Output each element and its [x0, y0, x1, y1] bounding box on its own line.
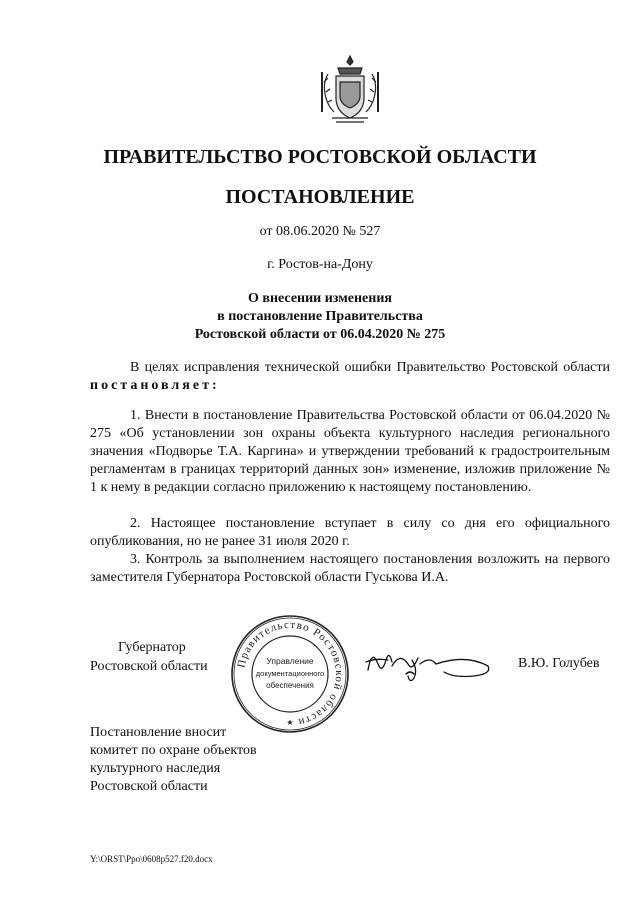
stamp-icon [228, 612, 352, 736]
submitted-by [90, 724, 257, 796]
handwritten-signature-icon [362, 640, 492, 684]
submitted-line: Ростовской области [90, 779, 208, 794]
document-subject [0, 290, 640, 344]
stamp-inner-line: документационного [255, 669, 325, 678]
signatory-position [90, 638, 208, 676]
signatory-name: В.Ю. Голубев [518, 656, 600, 671]
item-1: 1. Внести в постановление Правительства Ростовской области от 06.04.2020 № 275 «Об установлении зон охраны объекта культурного наследия регионального значения «Подворье Т.А. Каргина» и утверждении требований к градостроительным регламентам в границах территорий данных зон» изменение, изложив приложение № 1 к нему в редакции согласно приложению к настоящему постановлению. [90, 408, 610, 495]
government-title: ПРАВИТЕЛЬСТВО РОСТОВСКОЙ ОБЛАСТИ [103, 146, 537, 168]
position-line: Губернатор [118, 640, 186, 655]
submitted-line: культурного наследия [90, 761, 221, 776]
item-2: 2. Настоящее постановление вступает в силу со дня его официального опубликования, но не ранее 31 июля 2020 г. [90, 516, 610, 549]
preamble [90, 359, 610, 395]
document-type: ПОСТАНОВЛЕНИЕ [225, 186, 415, 208]
city: г. Ростов-на-Дону [267, 257, 373, 272]
coat-of-arms-icon [318, 52, 382, 128]
file-path: Y:\ORST\Ppo\0608p527.f20.docx [90, 854, 213, 864]
star-icon: ★ [286, 718, 294, 727]
official-stamp [228, 612, 352, 736]
stamp-inner-line: Управление [266, 656, 314, 666]
item-3: 3. Контроль за выполнением настоящего постановления возложить на первого заместителя Губернатора Ростовской области Гуськова И.А. [90, 552, 610, 585]
preamble-text: В целях исправления технической ошибки Правительство Ростовской области [130, 360, 610, 375]
stamp-inner-line: обеспечения [266, 681, 314, 690]
subject-line: О внесении изменения [248, 291, 392, 306]
preamble-decree-word: постановляет: [90, 378, 220, 393]
submitted-line: комитет по охране объектов [90, 743, 257, 758]
stamp-ring-text: Правительство Ростовской области [235, 618, 346, 729]
date-number: от 08.06.2020 № 527 [259, 224, 381, 239]
position-line: Ростовской области [90, 659, 208, 674]
subject-line: в постановление Правительства [217, 309, 423, 324]
submitted-line: Постановление вносит [90, 725, 227, 740]
subject-line: Ростовской области от 06.04.2020 № 275 [194, 327, 446, 342]
